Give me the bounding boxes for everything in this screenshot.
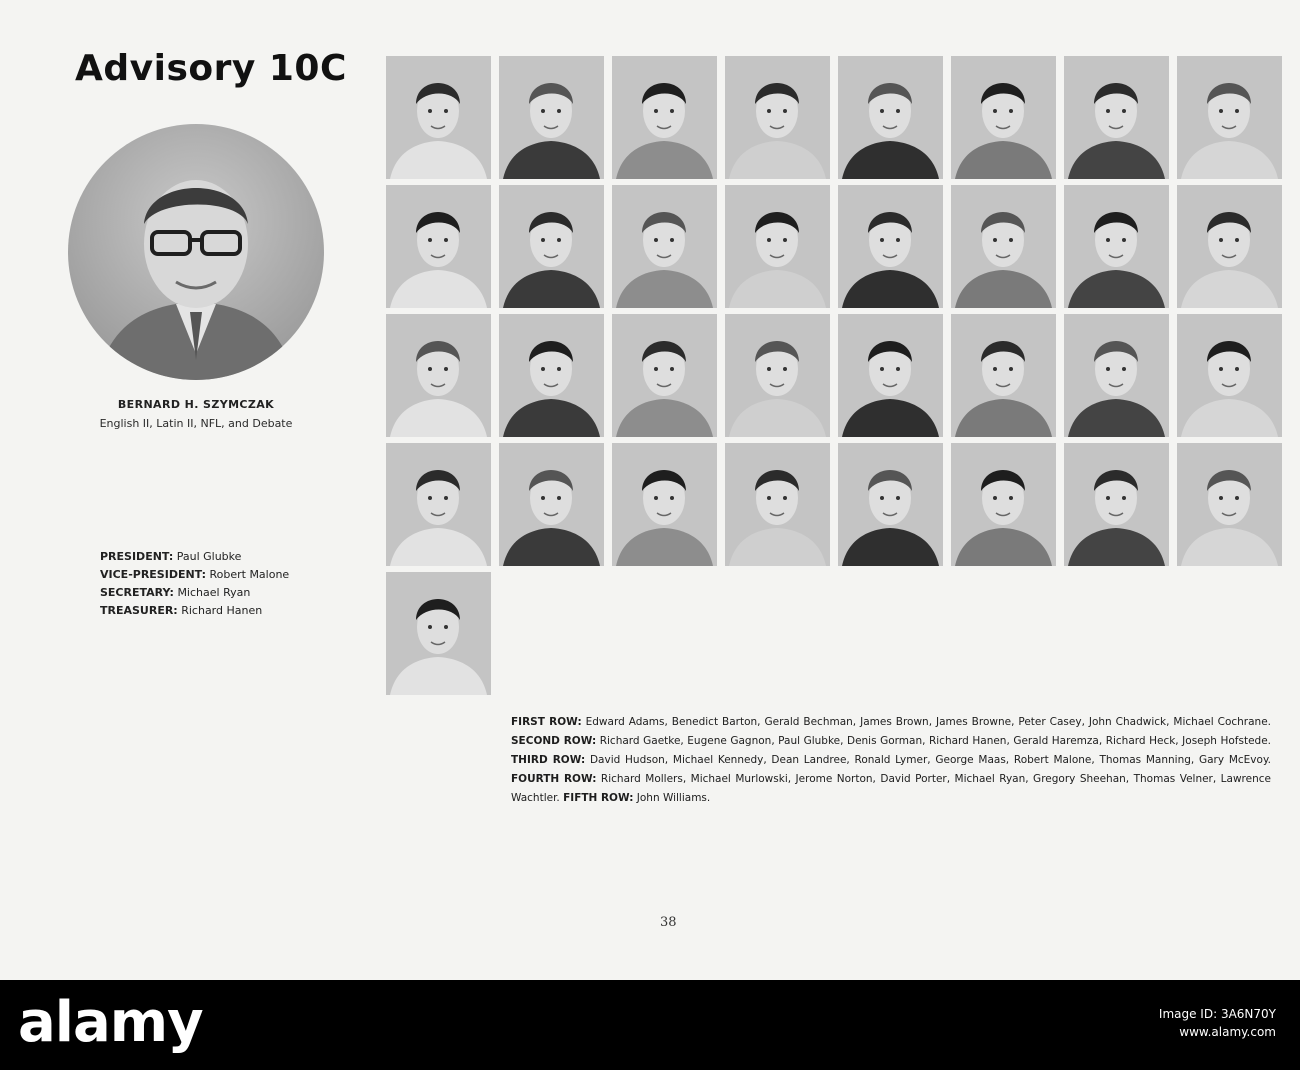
officer-role: SECRETARY: bbox=[100, 586, 174, 599]
student-portrait bbox=[838, 314, 943, 437]
student-portrait bbox=[951, 56, 1056, 179]
officers-list bbox=[100, 548, 289, 620]
teacher-portrait bbox=[68, 124, 324, 380]
student-portrait bbox=[499, 185, 604, 308]
student-portrait bbox=[386, 572, 491, 695]
student-portrait bbox=[1177, 314, 1282, 437]
page-title: Advisory 10C bbox=[75, 48, 347, 89]
alamy-logo: alamy bbox=[18, 990, 203, 1055]
student-portrait bbox=[725, 185, 830, 308]
student-portrait bbox=[838, 185, 943, 308]
student-portrait bbox=[951, 314, 1056, 437]
student-portrait bbox=[951, 185, 1056, 308]
teacher-subjects: English II, Latin II, NFL, and Debate bbox=[99, 417, 293, 430]
officer-name: Richard Hanen bbox=[181, 604, 263, 617]
officer-treasurer bbox=[100, 602, 289, 620]
student-portrait bbox=[499, 443, 604, 566]
student-portrait bbox=[612, 443, 717, 566]
row-names-first: Edward Adams, Benedict Barton, Gerald Bechman, James Brown, James Browne, Peter Casey, John Chadwick, Michael Cochrane. bbox=[585, 716, 1272, 728]
row-names-second: Richard Gaetke, Eugene Gagnon, Paul Glubke, Denis Gorman, Richard Hanen, Gerald Haremza, Richard Heck, Joseph Hofstede. bbox=[599, 735, 1271, 747]
site-url: www.alamy.com bbox=[1179, 1025, 1276, 1039]
officer-name: Robert Malone bbox=[209, 568, 290, 581]
student-portrait bbox=[499, 314, 604, 437]
student-portrait bbox=[386, 56, 491, 179]
row-names-third: David Hudson, Michael Kennedy, Dean Landree, Ronald Lymer, George Maas, Robert Malone, Thomas Manning, Gary McEvoy. bbox=[589, 754, 1271, 766]
row-label-fifth: FIFTH ROW: bbox=[563, 792, 634, 804]
student-portrait bbox=[612, 314, 717, 437]
officer-secretary bbox=[100, 584, 289, 602]
officer-name: Paul Glubke bbox=[176, 550, 242, 563]
student-portrait bbox=[838, 56, 943, 179]
teacher-portrait-image bbox=[68, 124, 324, 380]
row-names-fourth: Richard Mollers, Michael Murlowski, Jerome Norton, David Porter, Michael Ryan, Gregory Sheehan, Thomas Velner, Lawrence Wachtler. bbox=[511, 773, 1271, 804]
teacher-name: BERNARD H. SZYMCZAK bbox=[117, 398, 275, 411]
student-portrait bbox=[386, 314, 491, 437]
officer-vice-president bbox=[100, 566, 289, 584]
student-portrait bbox=[1177, 56, 1282, 179]
student-portrait bbox=[386, 185, 491, 308]
student-portrait bbox=[612, 185, 717, 308]
row-label-fourth: FOURTH ROW: bbox=[511, 773, 597, 785]
row-label-third: THIRD ROW: bbox=[511, 754, 586, 766]
student-portrait bbox=[838, 443, 943, 566]
student-portrait bbox=[499, 56, 604, 179]
student-portrait bbox=[725, 443, 830, 566]
row-names-fifth: John Williams. bbox=[636, 792, 711, 804]
student-portrait bbox=[725, 56, 830, 179]
student-portrait bbox=[1064, 185, 1169, 308]
officer-role: PRESIDENT: bbox=[100, 550, 174, 563]
student-portrait bbox=[951, 443, 1056, 566]
footer-info bbox=[1159, 1005, 1276, 1041]
student-portrait bbox=[612, 56, 717, 179]
officer-role: VICE-PRESIDENT: bbox=[100, 568, 206, 581]
officer-president bbox=[100, 548, 289, 566]
student-portrait bbox=[1177, 443, 1282, 566]
officer-role: TREASURER: bbox=[100, 604, 178, 617]
page-number: 38 bbox=[660, 915, 677, 930]
student-portrait bbox=[1177, 185, 1282, 308]
student-portrait bbox=[1064, 314, 1169, 437]
officer-name: Michael Ryan bbox=[177, 586, 251, 599]
student-portrait bbox=[1064, 443, 1169, 566]
student-portrait bbox=[386, 443, 491, 566]
photo-caption bbox=[511, 713, 1271, 808]
student-portrait bbox=[725, 314, 830, 437]
row-label-second: SECOND ROW: bbox=[511, 735, 597, 747]
student-photo-grid bbox=[386, 56, 1280, 700]
row-label-first: FIRST ROW: bbox=[511, 716, 582, 728]
student-portrait bbox=[1064, 56, 1169, 179]
image-id: Image ID: 3A6N70Y bbox=[1158, 1007, 1276, 1021]
